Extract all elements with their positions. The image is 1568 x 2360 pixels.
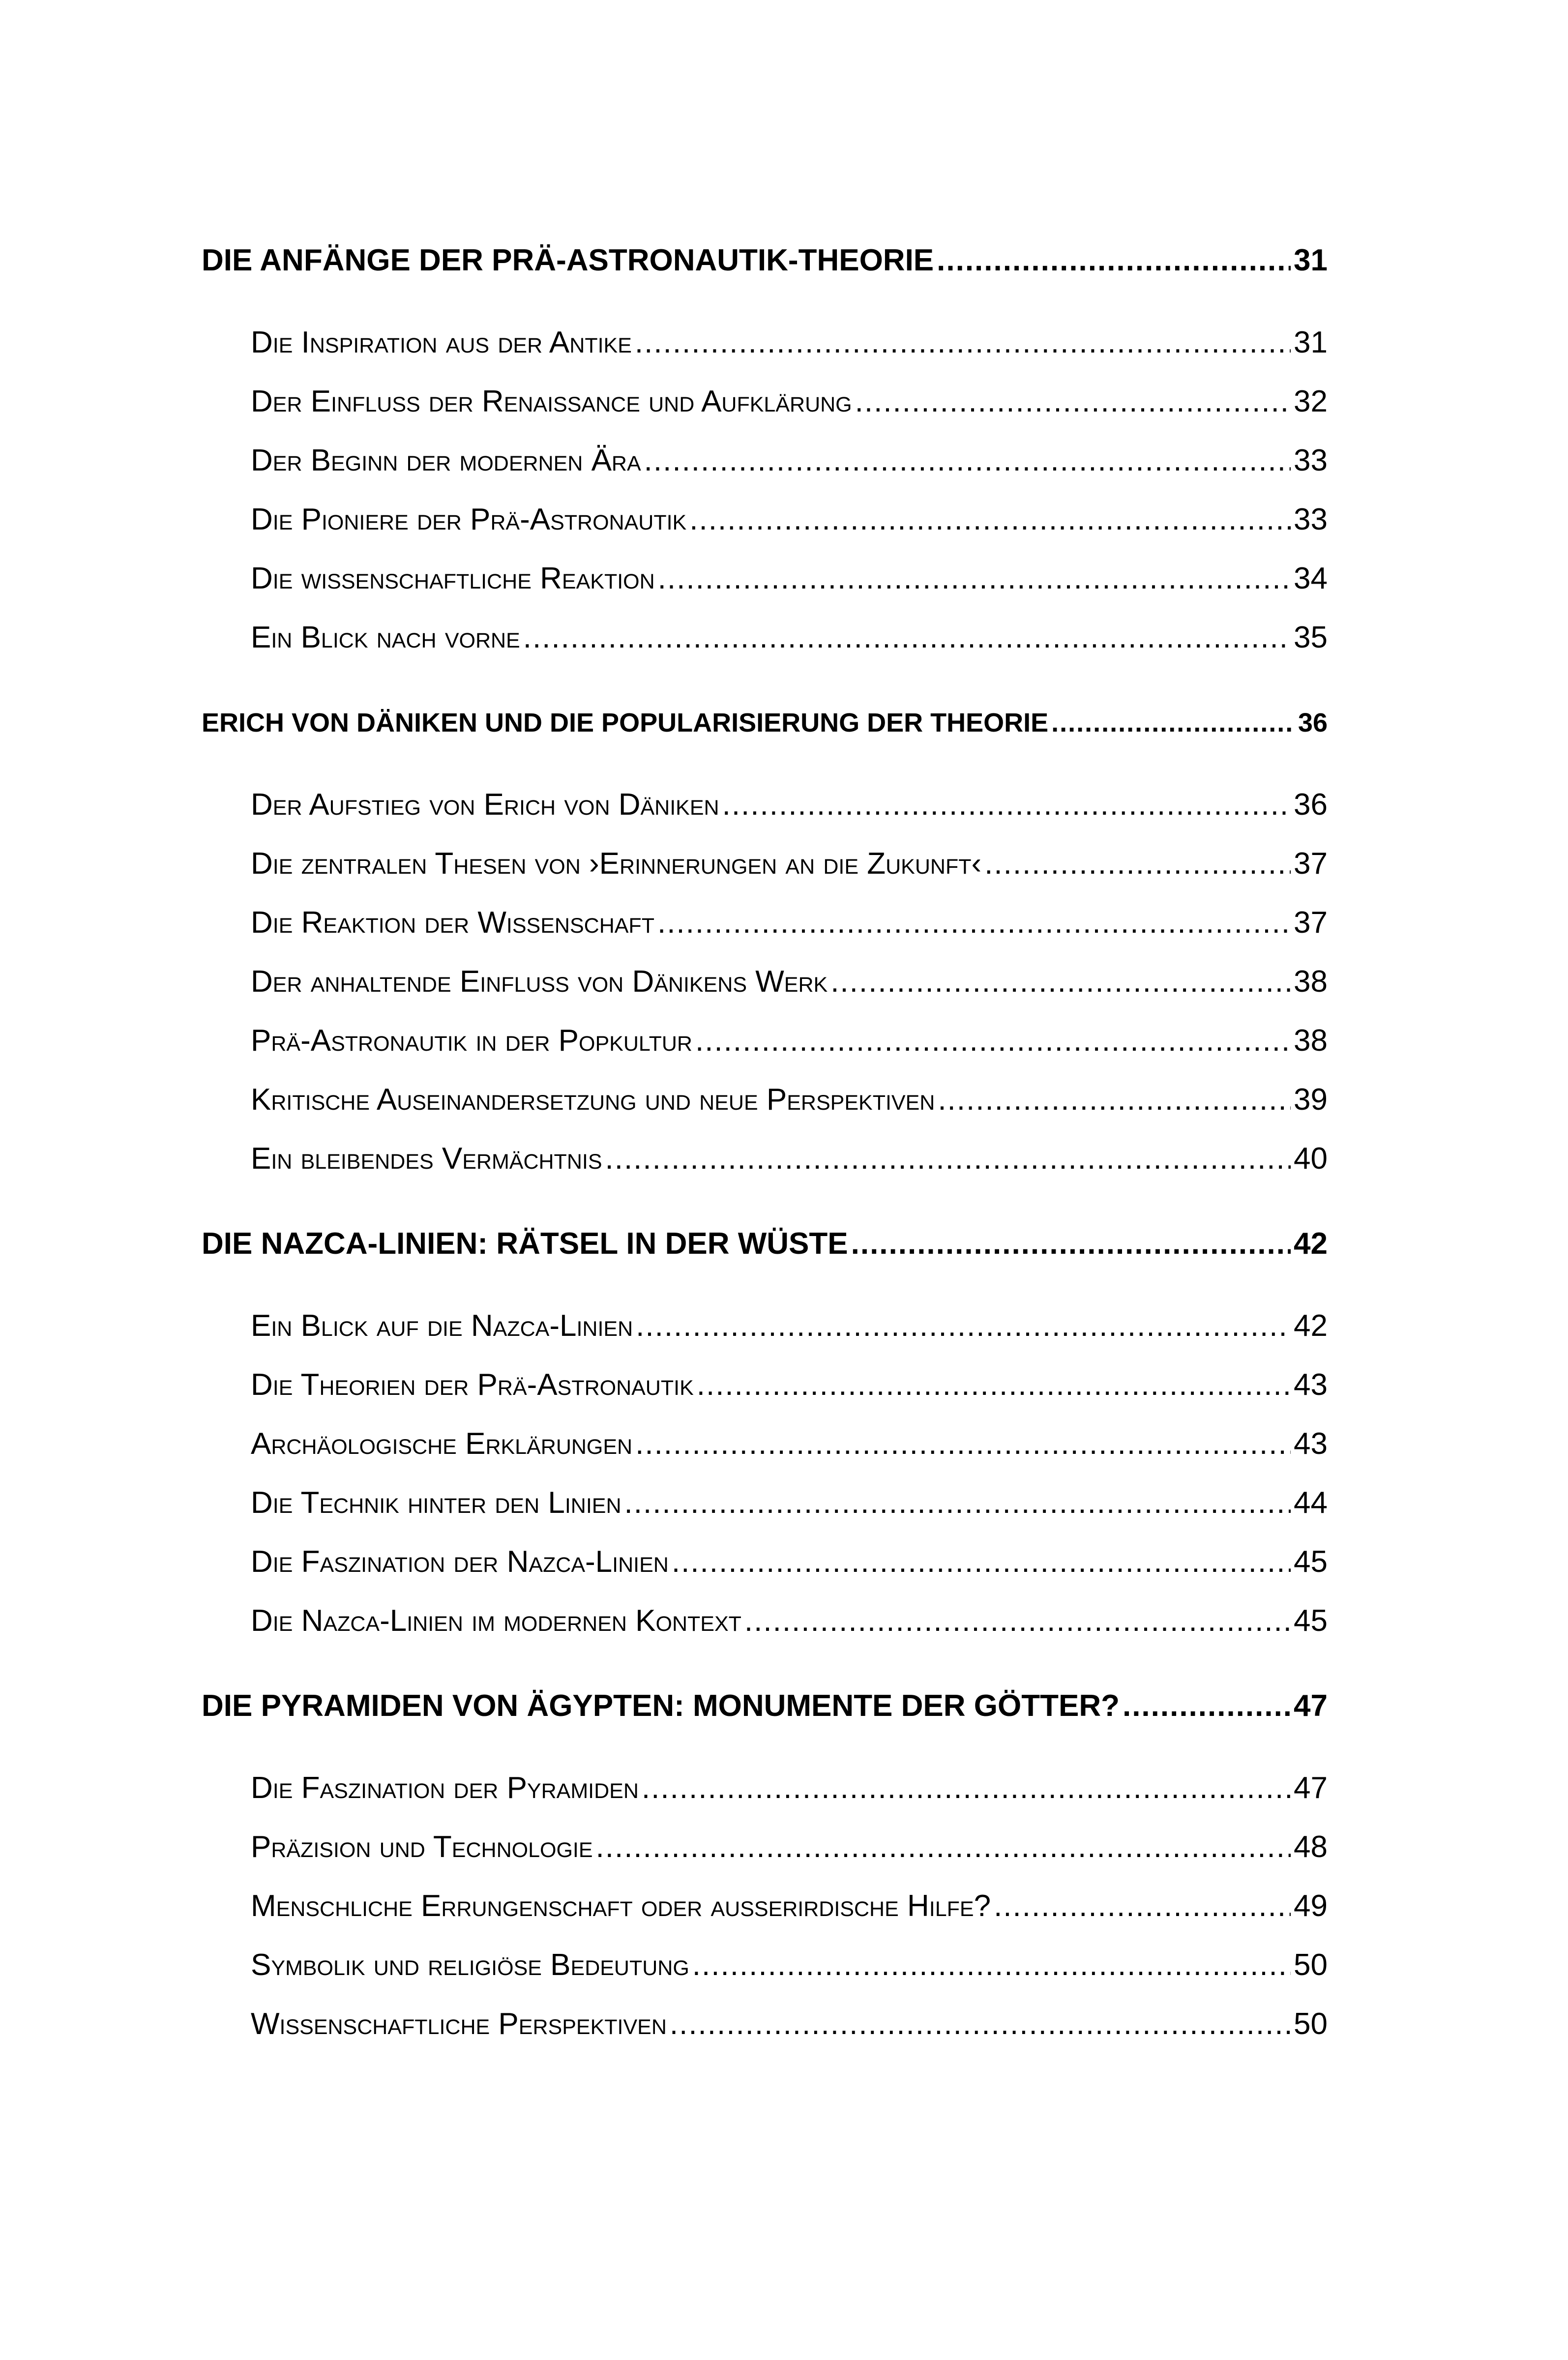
toc-section-title: Die Faszination der Pyramiden	[251, 1771, 639, 1805]
dot-leader	[937, 238, 1291, 283]
table-of-contents	[202, 0, 1328, 2360]
toc-page-number: 47	[1294, 1689, 1328, 1723]
dot-leader	[658, 557, 1291, 601]
toc-section-title: Der Aufstieg von Erich von Däniken	[251, 788, 719, 822]
toc-chapter[interactable]	[202, 238, 1328, 283]
toc-section-title: Die Faszination der Nazca-Linien	[251, 1545, 669, 1579]
dot-leader	[596, 1825, 1291, 1869]
toc-page-number: 42	[1294, 1227, 1328, 1261]
toc-page-number: 38	[1294, 965, 1328, 999]
dot-leader	[644, 439, 1291, 483]
dot-leader	[722, 783, 1291, 827]
toc-page-number: 32	[1294, 384, 1328, 418]
toc-section-title: Ein Blick auf die Nazca-Linien	[251, 1309, 633, 1343]
toc-section-title: Die Inspiration aus der Antike	[251, 325, 632, 359]
toc-section-title: Ein bleibendes Vermächtnis	[251, 1142, 602, 1176]
toc-page-number: 48	[1294, 1830, 1328, 1864]
dot-leader	[657, 901, 1291, 945]
toc-chapter-title: ERICH VON DÄNIKEN UND DIE POPULARISIERUNG DER THEORIE	[202, 708, 1049, 738]
toc-section-title: Ein Blick nach vorne	[251, 620, 520, 654]
dot-leader	[672, 1540, 1291, 1584]
toc-section-title: Die Technik hinter den Linien	[251, 1486, 621, 1520]
toc-page-number: 34	[1294, 561, 1328, 595]
toc-section-title: Symbolik und religiöse Bedeutung	[251, 1948, 689, 1982]
toc-section[interactable]	[251, 960, 1328, 1004]
toc-section[interactable]	[251, 1137, 1328, 1181]
dot-leader	[1051, 701, 1295, 745]
toc-section[interactable]	[251, 901, 1328, 945]
toc-section[interactable]	[251, 1363, 1328, 1407]
toc-chapter-title: DIE ANFÄNGE DER PRÄ-ASTRONAUTIK-THEORIE	[202, 243, 934, 277]
dot-leader	[523, 616, 1291, 660]
dot-leader	[642, 1766, 1291, 1810]
toc-page-number: 31	[1294, 243, 1328, 277]
dot-leader	[830, 960, 1291, 1004]
toc-page-number: 50	[1294, 2007, 1328, 2041]
toc-section[interactable]	[251, 1078, 1328, 1122]
dot-leader	[635, 1422, 1291, 1466]
toc-section-title: Die Pioniere der Prä-Astronautik	[251, 502, 687, 536]
toc-section[interactable]	[251, 842, 1328, 886]
toc-section[interactable]	[251, 1540, 1328, 1584]
toc-section-title: Die Nazca-Linien im modernen Kontext	[251, 1604, 741, 1638]
toc-section[interactable]	[251, 1481, 1328, 1525]
toc-page-number: 40	[1294, 1142, 1328, 1176]
toc-page-number: 45	[1294, 1545, 1328, 1579]
toc-page-number: 37	[1294, 847, 1328, 881]
dot-leader	[636, 1304, 1291, 1348]
toc-page-number: 38	[1294, 1024, 1328, 1058]
toc-section-title: Die wissenschaftliche Reaktion	[251, 561, 655, 595]
toc-section-title: Der Beginn der modernen Ära	[251, 443, 641, 477]
dot-leader	[697, 1363, 1291, 1407]
toc-page-number: 36	[1294, 788, 1328, 822]
toc-section[interactable]	[251, 1019, 1328, 1063]
toc-section[interactable]	[251, 498, 1328, 542]
toc-section[interactable]	[251, 557, 1328, 601]
toc-page-number: 36	[1298, 708, 1328, 738]
toc-section[interactable]	[251, 380, 1328, 424]
toc-page-number: 31	[1294, 325, 1328, 359]
toc-section-title: Präzision und Technologie	[251, 1830, 593, 1864]
toc-page-number: 45	[1294, 1604, 1328, 1638]
dot-leader	[689, 498, 1291, 542]
dot-leader	[984, 842, 1291, 886]
toc-section[interactable]	[251, 616, 1328, 660]
dot-leader	[695, 1019, 1291, 1063]
toc-section-title: Die Reaktion der Wissenschaft	[251, 906, 654, 940]
toc-section[interactable]	[251, 783, 1328, 827]
dot-leader	[692, 1943, 1291, 1987]
toc-page-number: 35	[1294, 620, 1328, 654]
toc-page-number: 33	[1294, 502, 1328, 536]
toc-chapter-title: DIE PYRAMIDEN VON ÄGYPTEN: MONUMENTE DER GÖTTER?	[202, 1689, 1120, 1723]
toc-section[interactable]	[251, 321, 1328, 365]
toc-section-title: Die zentralen Thesen von ›Erinnerungen an die Zukunft‹	[251, 847, 982, 881]
toc-section[interactable]	[251, 1599, 1328, 1643]
dot-leader	[1123, 1684, 1291, 1728]
toc-page-number: 44	[1294, 1486, 1328, 1520]
dot-leader	[855, 380, 1291, 424]
toc-chapter-title: DIE NAZCA-LINIEN: RÄTSEL IN DER WÜSTE	[202, 1227, 848, 1261]
toc-section[interactable]	[251, 439, 1328, 483]
toc-section[interactable]	[251, 1422, 1328, 1466]
toc-section[interactable]	[251, 1943, 1328, 1987]
toc-section-title: Der Einfluss der Renaissance und Aufklärung	[251, 384, 852, 418]
toc-page-number: 50	[1294, 1948, 1328, 1982]
toc-section-title: Der anhaltende Einfluss von Dänikens Werk	[251, 965, 828, 999]
toc-page-number: 37	[1294, 906, 1328, 940]
toc-page-number: 43	[1294, 1368, 1328, 1402]
toc-section-title: Prä-Astronautik in der Popkultur	[251, 1024, 692, 1058]
toc-section-title: Wissenschaftliche Perspektiven	[251, 2007, 667, 2041]
toc-section-title: Die Theorien der Prä-Astronautik	[251, 1368, 694, 1402]
dot-leader	[635, 321, 1291, 365]
dot-leader	[851, 1222, 1291, 1266]
dot-leader	[994, 1884, 1291, 1928]
dot-leader	[670, 2002, 1291, 2046]
toc-section-title: Kritische Auseinandersetzung und neue Perspektiven	[251, 1083, 935, 1117]
toc-chapter[interactable]	[202, 701, 1328, 745]
toc-chapter[interactable]	[202, 1684, 1328, 1728]
toc-page-number: 47	[1294, 1771, 1328, 1805]
toc-page-number: 49	[1294, 1889, 1328, 1923]
toc-section-title: Archäologische Erklärungen	[251, 1427, 633, 1461]
toc-page-number: 42	[1294, 1309, 1328, 1343]
dot-leader	[744, 1599, 1291, 1643]
toc-page-number: 33	[1294, 443, 1328, 477]
toc-page-number: 43	[1294, 1427, 1328, 1461]
toc-chapter[interactable]	[202, 1222, 1328, 1266]
toc-section-title: Menschliche Errungenschaft oder außerirdische Hilfe?	[251, 1889, 991, 1923]
toc-section[interactable]	[251, 1884, 1328, 1928]
toc-page-number: 39	[1294, 1083, 1328, 1117]
toc-section[interactable]	[251, 1766, 1328, 1810]
dot-leader	[605, 1137, 1291, 1181]
toc-section[interactable]	[251, 1304, 1328, 1348]
toc-section[interactable]	[251, 1825, 1328, 1869]
dot-leader	[938, 1078, 1291, 1122]
dot-leader	[624, 1481, 1291, 1525]
toc-section[interactable]	[251, 2002, 1328, 2046]
